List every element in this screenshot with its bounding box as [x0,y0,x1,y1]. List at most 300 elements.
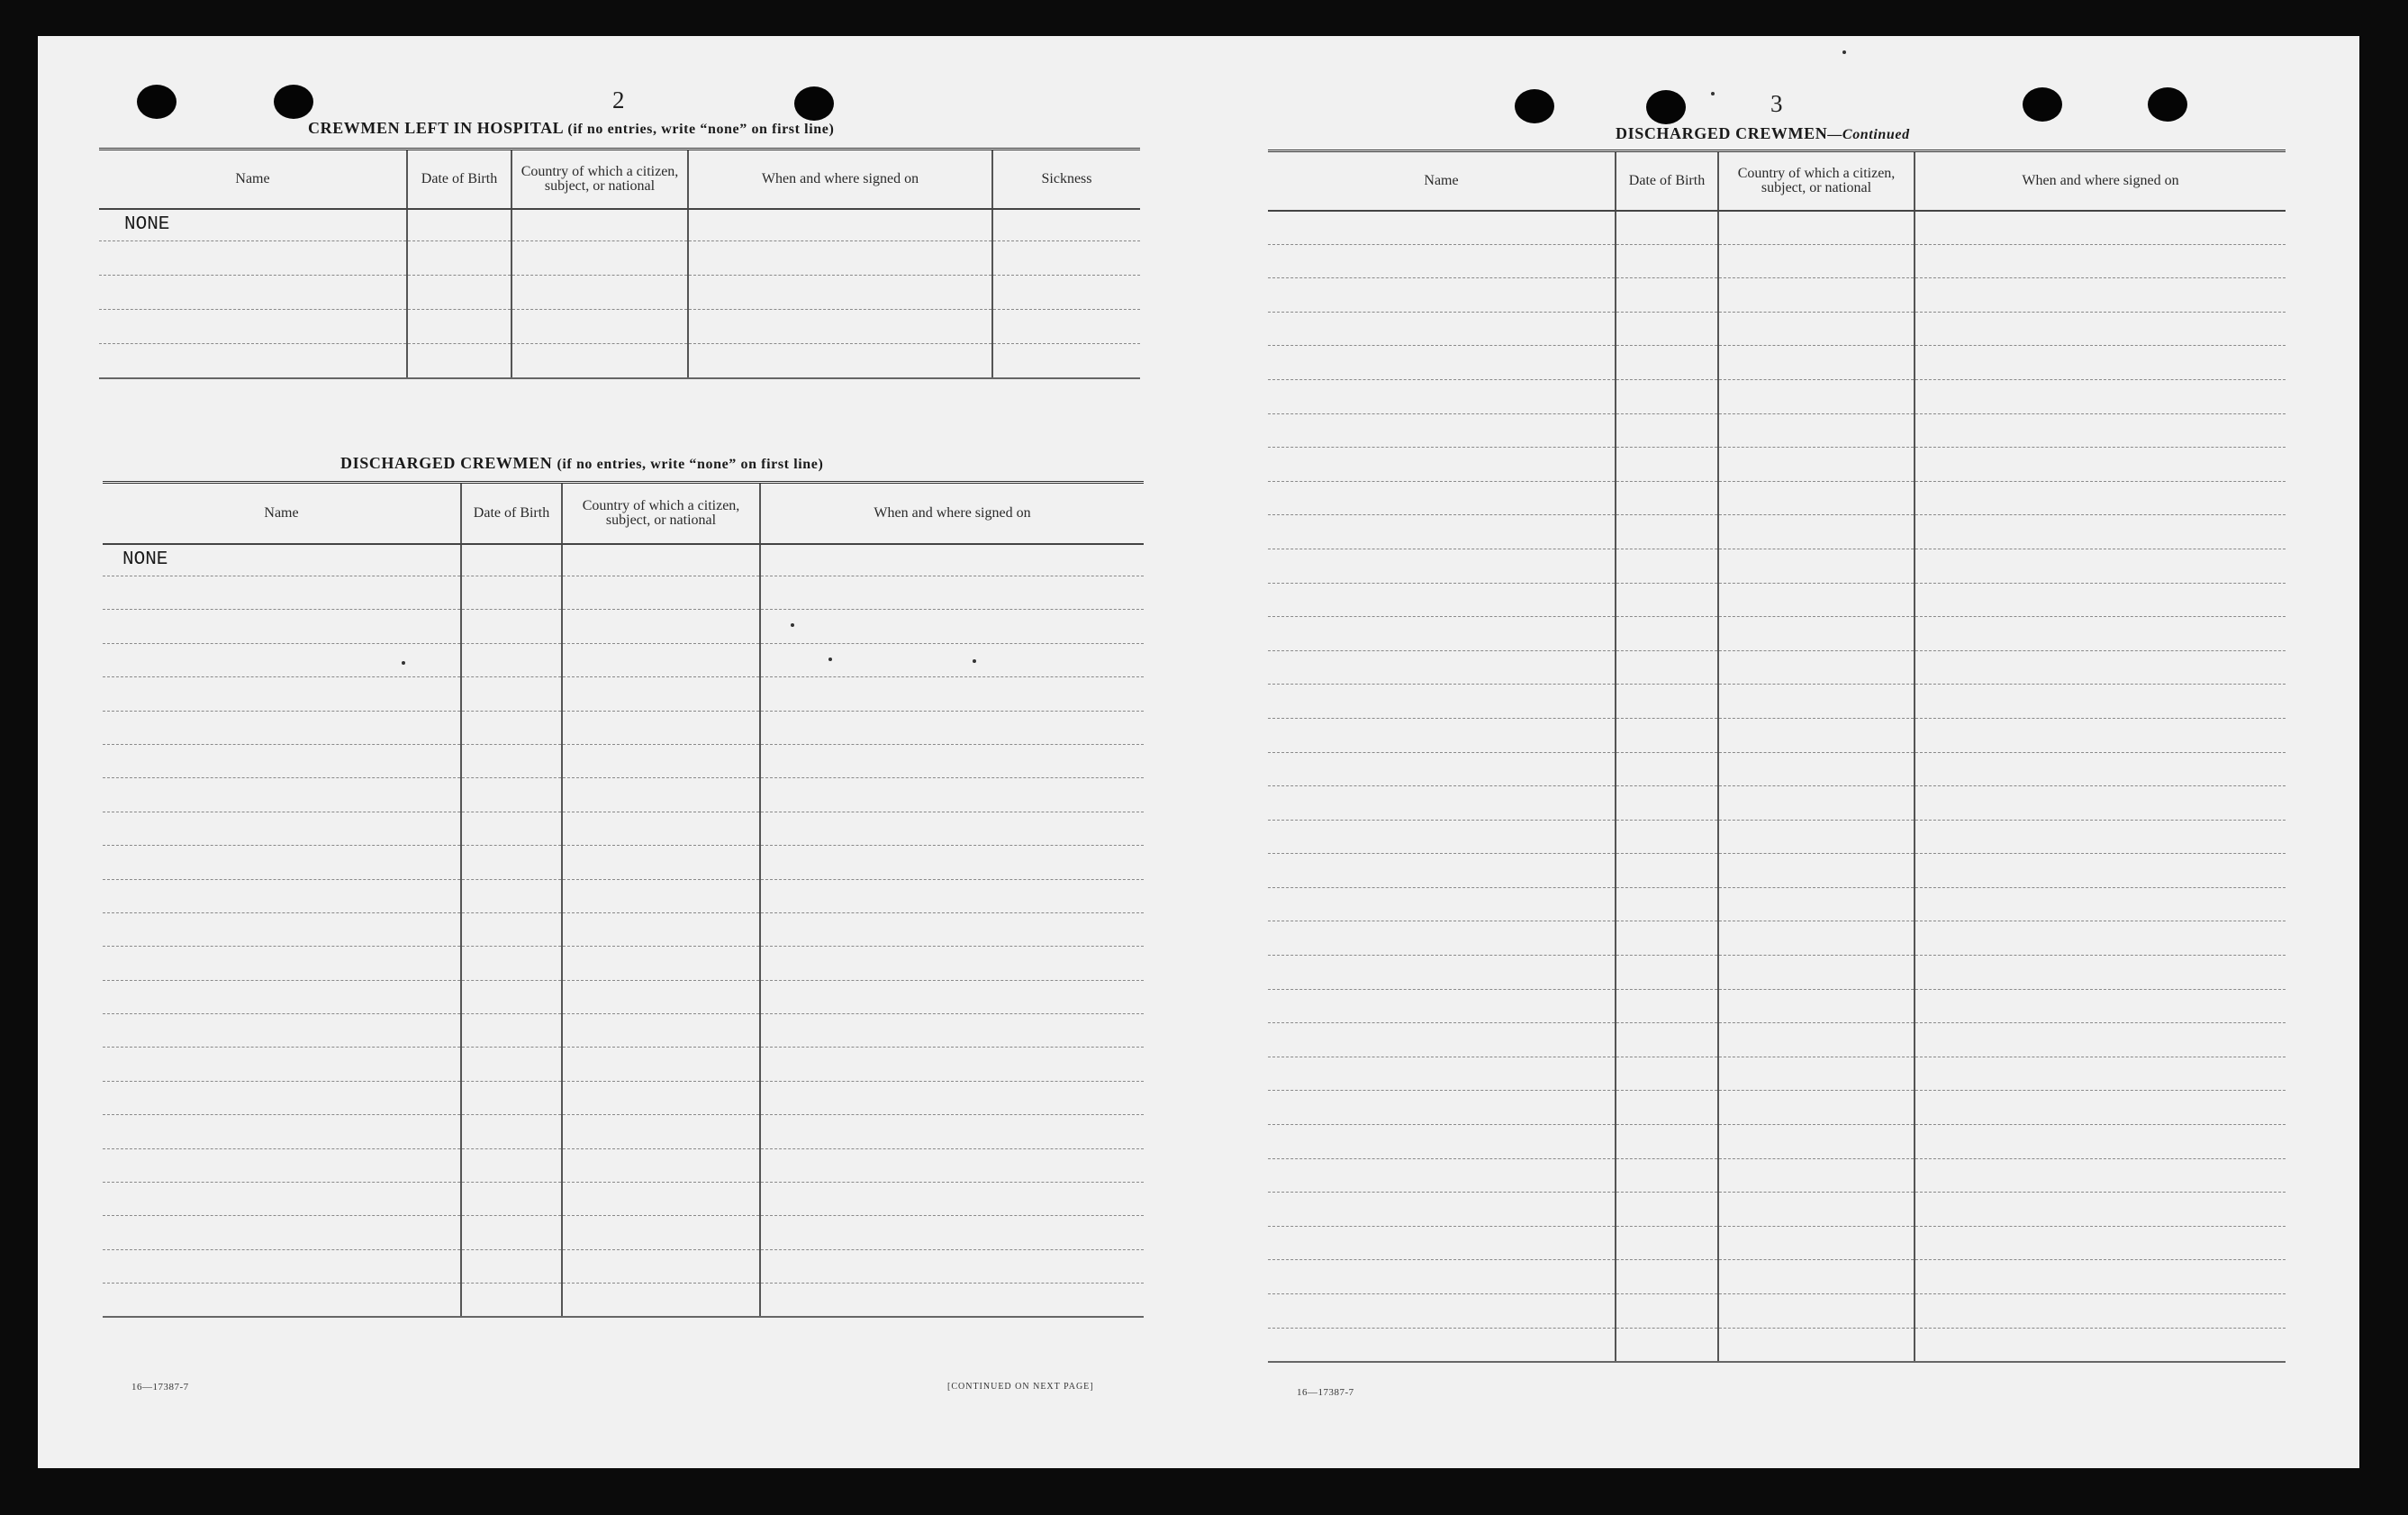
table-cell[interactable] [511,344,688,378]
table-row [103,980,1144,1013]
table-cell[interactable] [760,677,1144,711]
table-cell[interactable] [461,947,562,980]
table-cell[interactable] [1718,413,1915,448]
table-cell[interactable] [1915,1294,2286,1329]
table-cell[interactable] [1915,718,2286,752]
table-cell[interactable] [1268,854,1616,888]
table-cell[interactable] [1718,786,1915,821]
table-cell[interactable] [1718,650,1915,685]
table-cell[interactable] [1616,1158,1718,1193]
table-cell[interactable] [99,310,407,344]
table-cell[interactable] [1268,989,1616,1023]
table-cell[interactable] [1616,956,1718,990]
punch-hole [274,85,313,119]
table-cell[interactable] [1268,1226,1616,1260]
table-cell[interactable] [1616,244,1718,278]
table-row [103,879,1144,912]
table-cell[interactable] [103,677,461,711]
table-cell[interactable] [1268,346,1616,380]
table-cell[interactable] [1915,481,2286,515]
table-row [1268,650,2286,685]
table-row [103,812,1144,845]
table-cell[interactable] [1268,515,1616,549]
table-cell[interactable] [1268,1328,1616,1362]
table-cell[interactable] [103,1216,461,1249]
table-cell[interactable] [1616,312,1718,346]
table-cell[interactable] [1718,448,1915,482]
table-row [103,711,1144,744]
table-cell[interactable] [1268,1023,1616,1057]
table-cell[interactable] [99,344,407,378]
table-row [1268,887,2286,921]
table-cell[interactable] [1616,989,1718,1023]
section-title-text: DISCHARGED CREWMEN [1616,124,1828,142]
table-cell[interactable] [407,241,511,276]
table-cell[interactable] [1718,583,1915,617]
table-cell[interactable] [562,1183,760,1216]
table-cell[interactable] [1915,685,2286,719]
table-cell[interactable] [461,610,562,643]
table-cell[interactable] [760,912,1144,946]
table-cell[interactable] [1268,583,1616,617]
table-cell[interactable] [1268,448,1616,482]
table-cell[interactable] [1915,650,2286,685]
table-cell[interactable] [1268,887,1616,921]
table-cell[interactable] [1616,718,1718,752]
table-cell[interactable] [103,980,461,1013]
table-row [1268,786,2286,821]
page-number: 3 [1770,90,1783,117]
table-cell[interactable] [1718,379,1915,413]
table-cell[interactable] [461,812,562,845]
table-cell[interactable] [99,276,407,310]
table-cell[interactable] [103,879,461,912]
table-cell[interactable] [461,1014,562,1048]
table-cell[interactable] [760,1081,1144,1114]
table-cell[interactable] [562,947,760,980]
table-cell[interactable] [1268,786,1616,821]
table-cell[interactable] [1616,1226,1718,1260]
table-cell[interactable] [103,947,461,980]
table-cell[interactable] [511,241,688,276]
table-cell[interactable] [1616,854,1718,888]
table-cell[interactable] [760,544,1144,576]
table-cell[interactable] [103,1183,461,1216]
table-cell[interactable] [1616,278,1718,313]
table-cell[interactable] [760,812,1144,845]
table-cell[interactable] [103,1115,461,1148]
table-cell[interactable] [562,643,760,676]
table-cell[interactable] [103,846,461,879]
table-cell[interactable] [461,1081,562,1114]
table-cell[interactable] [1718,752,1915,786]
table-cell[interactable] [461,778,562,812]
table-row [1268,1226,2286,1260]
table-cell[interactable] [1268,1158,1616,1193]
table-cell[interactable] [1268,1260,1616,1294]
table-cell[interactable] [461,846,562,879]
table-row [1268,752,2286,786]
table-cell[interactable] [1616,1125,1718,1159]
table-cell[interactable] [1718,1057,1915,1091]
table-cell[interactable] [1915,921,2286,956]
table-cell[interactable] [1915,413,2286,448]
table-cell[interactable] [562,1249,760,1283]
table-cell[interactable] [407,344,511,378]
table-cell[interactable] [562,544,760,576]
table-cell[interactable] [1616,1091,1718,1125]
table-row [103,1048,1144,1081]
table-cell[interactable] [1718,854,1915,888]
table-cell[interactable] [1268,278,1616,313]
table-cell[interactable] [688,276,992,310]
table-cell[interactable] [1616,752,1718,786]
punch-hole [2023,87,2062,122]
table-cell[interactable] [1268,1294,1616,1329]
table-cell[interactable] [1915,956,2286,990]
table-cell[interactable] [1268,1091,1616,1125]
table-cell[interactable] [461,643,562,676]
table-cell[interactable] [461,1115,562,1148]
table-cell[interactable] [1718,1260,1915,1294]
table-cell[interactable] [1915,244,2286,278]
table-cell[interactable] [1718,1294,1915,1329]
discharged-table [103,481,1144,1318]
table-cell[interactable] [688,209,992,241]
table-cell[interactable] [1915,1193,2286,1227]
table-cell[interactable] [1718,346,1915,380]
table-cell[interactable] [1616,481,1718,515]
page-number: 2 [612,86,625,113]
table-cell[interactable] [511,310,688,344]
table-cell[interactable] [103,1284,461,1317]
table-cell[interactable] [1268,1057,1616,1091]
table-cell[interactable] [1616,413,1718,448]
table-cell[interactable] [1718,1158,1915,1193]
table-cell[interactable] [760,711,1144,744]
table-cell[interactable] [1718,617,1915,651]
table-cell[interactable] [461,1284,562,1317]
table-cell[interactable] [1718,718,1915,752]
table-row [1268,1328,2286,1362]
table-cell[interactable] [760,846,1144,879]
table-cell[interactable] [688,241,992,276]
table-cell[interactable] [1915,989,2286,1023]
table-cell[interactable] [103,1048,461,1081]
table-cell[interactable] [1718,1091,1915,1125]
table-cell[interactable] [1268,211,1616,245]
table-cell[interactable] [760,643,1144,676]
table-cell[interactable] [760,1014,1144,1048]
table-cell[interactable] [461,1249,562,1283]
speck [973,659,976,663]
table-cell[interactable] [1616,820,1718,854]
table-cell[interactable] [1268,617,1616,651]
table-cell[interactable] [562,980,760,1013]
table-cell[interactable] [1718,549,1915,583]
table-cell[interactable] [562,610,760,643]
table-cell[interactable] [1268,1193,1616,1227]
table-cell[interactable] [407,276,511,310]
table-cell[interactable] [511,209,688,241]
table-cell[interactable] [461,1048,562,1081]
table-cell[interactable] [1616,685,1718,719]
table-cell[interactable] [992,209,1140,241]
table-cell[interactable] [1616,1193,1718,1227]
table-cell[interactable] [1718,1226,1915,1260]
table-cell[interactable] [760,1249,1144,1283]
table-cell[interactable] [1268,718,1616,752]
table-cell[interactable] [461,1148,562,1182]
table-cell[interactable] [1268,481,1616,515]
table-cell[interactable] [1268,921,1616,956]
table-cell[interactable] [562,1216,760,1249]
table-cell[interactable] [1915,887,2286,921]
table-cell[interactable] [1616,1328,1718,1362]
table-cell[interactable] [760,1284,1144,1317]
table-cell[interactable] [760,744,1144,777]
table-cell[interactable] [1915,515,2286,549]
table-cell[interactable] [461,1216,562,1249]
table-cell[interactable] [1616,921,1718,956]
table-cell[interactable] [1268,549,1616,583]
speck [1711,92,1715,95]
table-cell[interactable] [562,711,760,744]
hospital-table [99,148,1140,379]
table-cell[interactable] [1915,1226,2286,1260]
table-cell[interactable] [103,778,461,812]
table-cell[interactable] [1915,786,2286,821]
table-cell[interactable] [1268,413,1616,448]
table-cell[interactable] [562,1081,760,1114]
table-cell[interactable] [562,744,760,777]
table-cell[interactable] [1616,515,1718,549]
table-cell[interactable] [562,879,760,912]
column-header-date-of-birth: Date of Birth [407,150,511,209]
table-cell[interactable] [1718,481,1915,515]
table-cell[interactable] [1915,820,2286,854]
table-cell[interactable] [1718,887,1915,921]
table-cell[interactable] [562,778,760,812]
table-cell[interactable] [760,778,1144,812]
table-cell[interactable] [461,744,562,777]
table-cell[interactable] [1915,617,2286,651]
table-row [1268,854,2286,888]
table-row [1268,211,2286,245]
table-cell[interactable] [1915,448,2286,482]
table-cell[interactable] [1915,278,2286,313]
table-cell[interactable] [760,879,1144,912]
table-cell[interactable] [1616,786,1718,821]
table-cell[interactable] [103,912,461,946]
table-cell[interactable] [1268,752,1616,786]
table-row [99,344,1140,378]
table-cell[interactable] [1915,549,2286,583]
table-cell[interactable] [1268,650,1616,685]
table-cell[interactable] [99,241,407,276]
table-cell[interactable] [1268,820,1616,854]
table-row [1268,413,2286,448]
table-cell[interactable] [1915,1023,2286,1057]
table-cell[interactable] [1718,989,1915,1023]
table-cell[interactable] [1718,685,1915,719]
table-cell[interactable] [461,879,562,912]
table-cell[interactable] [1268,379,1616,413]
table-cell[interactable] [1268,312,1616,346]
section-title-text: CREWMEN LEFT IN HOSPITAL [308,119,564,137]
table-cell[interactable] [562,677,760,711]
table-cell[interactable] [1268,244,1616,278]
table-cell[interactable] [1915,1125,2286,1159]
table-cell[interactable] [1616,448,1718,482]
table-cell[interactable] [562,1014,760,1048]
table-cell[interactable] [103,610,461,643]
table-cell[interactable] [1915,1057,2286,1091]
table-row [1268,1193,2286,1227]
table-cell[interactable] [407,310,511,344]
table-cell[interactable] [688,310,992,344]
table-cell[interactable] [103,711,461,744]
table-cell[interactable] [1616,617,1718,651]
table-cell[interactable] [1718,921,1915,956]
table-cell[interactable] [103,812,461,845]
table-cell[interactable] [103,576,461,610]
table-cell[interactable] [461,912,562,946]
table-cell[interactable] [1915,854,2286,888]
table-cell[interactable] [1268,956,1616,990]
table-cell[interactable] [1718,244,1915,278]
table-cell[interactable] [760,1148,1144,1182]
table-cell[interactable] [760,576,1144,610]
table-cell[interactable] [511,276,688,310]
table-cell[interactable] [1616,887,1718,921]
continued-label: —Continued [1827,127,1910,142]
table-row [1268,244,2286,278]
table-row [1268,685,2286,719]
table-cell[interactable] [461,711,562,744]
table-row [1268,1158,2286,1193]
table-cell[interactable] [562,912,760,946]
table-cell[interactable] [760,980,1144,1013]
table-cell[interactable] [1616,379,1718,413]
table-cell[interactable] [1915,211,2286,245]
table-cell[interactable] [1915,379,2286,413]
table-cell[interactable] [562,812,760,845]
speck [791,623,794,627]
table-cell[interactable] [1616,650,1718,685]
table-row [103,1183,1144,1216]
table-cell[interactable] [562,1284,760,1317]
table-cell[interactable] [1718,278,1915,313]
table-cell[interactable] [1616,211,1718,245]
table-cell[interactable] [1718,515,1915,549]
table-row [103,643,1144,676]
table-cell[interactable] [461,576,562,610]
table-cell[interactable] [1915,312,2286,346]
table-cell[interactable] [760,947,1144,980]
table-cell[interactable] [1616,1294,1718,1329]
table-cell[interactable] [562,1048,760,1081]
table-header-row [1268,151,2286,211]
table-cell[interactable] [1915,752,2286,786]
table-row [103,610,1144,643]
table-cell[interactable] [760,1216,1144,1249]
table-cell[interactable] [1718,1125,1915,1159]
table-cell[interactable] [760,1183,1144,1216]
table-cell[interactable] [992,310,1140,344]
table-cell[interactable] [760,1048,1144,1081]
table-cell[interactable] [461,544,562,576]
table-cell[interactable] [1718,312,1915,346]
table-cell[interactable] [1616,1023,1718,1057]
table-cell[interactable] [760,1115,1144,1148]
table-cell[interactable] [1915,346,2286,380]
table-cell[interactable] [1616,583,1718,617]
table-cell[interactable] [1616,549,1718,583]
table-cell[interactable] [103,1148,461,1182]
table-row [1268,617,2286,651]
table-cell[interactable] [1718,211,1915,245]
name-cell[interactable]: NONE [99,209,407,241]
table-cell[interactable] [992,344,1140,378]
table-cell[interactable] [1718,820,1915,854]
table-cell[interactable] [562,1148,760,1182]
table-cell[interactable] [1915,1158,2286,1193]
table-cell[interactable] [1616,346,1718,380]
table-cell[interactable] [1268,685,1616,719]
punch-hole [137,85,177,119]
table-cell[interactable] [461,677,562,711]
table-cell[interactable] [1616,1057,1718,1091]
table-cell[interactable] [688,344,992,378]
table-cell[interactable] [1616,1260,1718,1294]
table-cell[interactable] [103,744,461,777]
table-row [103,1148,1144,1182]
table-cell[interactable] [562,576,760,610]
table-cell[interactable] [992,241,1140,276]
table-cell[interactable] [760,610,1144,643]
table-cell[interactable] [407,209,511,241]
table-cell[interactable] [103,1249,461,1283]
discharged-continued-table [1268,150,2286,1363]
table-cell[interactable] [461,980,562,1013]
table-cell[interactable] [1718,956,1915,990]
table-cell[interactable] [1915,1091,2286,1125]
table-cell[interactable] [103,1081,461,1114]
table-row [103,778,1144,812]
table-cell[interactable] [992,276,1140,310]
table-cell[interactable] [1915,1260,2286,1294]
table-cell[interactable] [103,643,461,676]
column-header-signed-on: When and where signed on [760,483,1144,544]
table-cell[interactable] [1718,1328,1915,1362]
punch-hole [1646,90,1686,124]
table-cell[interactable] [1718,1023,1915,1057]
table-cell[interactable] [461,1183,562,1216]
table-cell[interactable] [1268,1125,1616,1159]
table-cell[interactable] [562,846,760,879]
section-instruction: (if no entries, write “none” on first line) [567,122,835,137]
table-cell[interactable] [1718,1193,1915,1227]
table-cell[interactable] [1915,583,2286,617]
table-cell[interactable] [103,1014,461,1048]
table-row [99,276,1140,310]
table-row [1268,379,2286,413]
table-cell[interactable] [562,1115,760,1148]
table-cell[interactable] [1915,1328,2286,1362]
name-cell[interactable]: NONE [103,544,461,576]
table-row [103,1081,1144,1114]
